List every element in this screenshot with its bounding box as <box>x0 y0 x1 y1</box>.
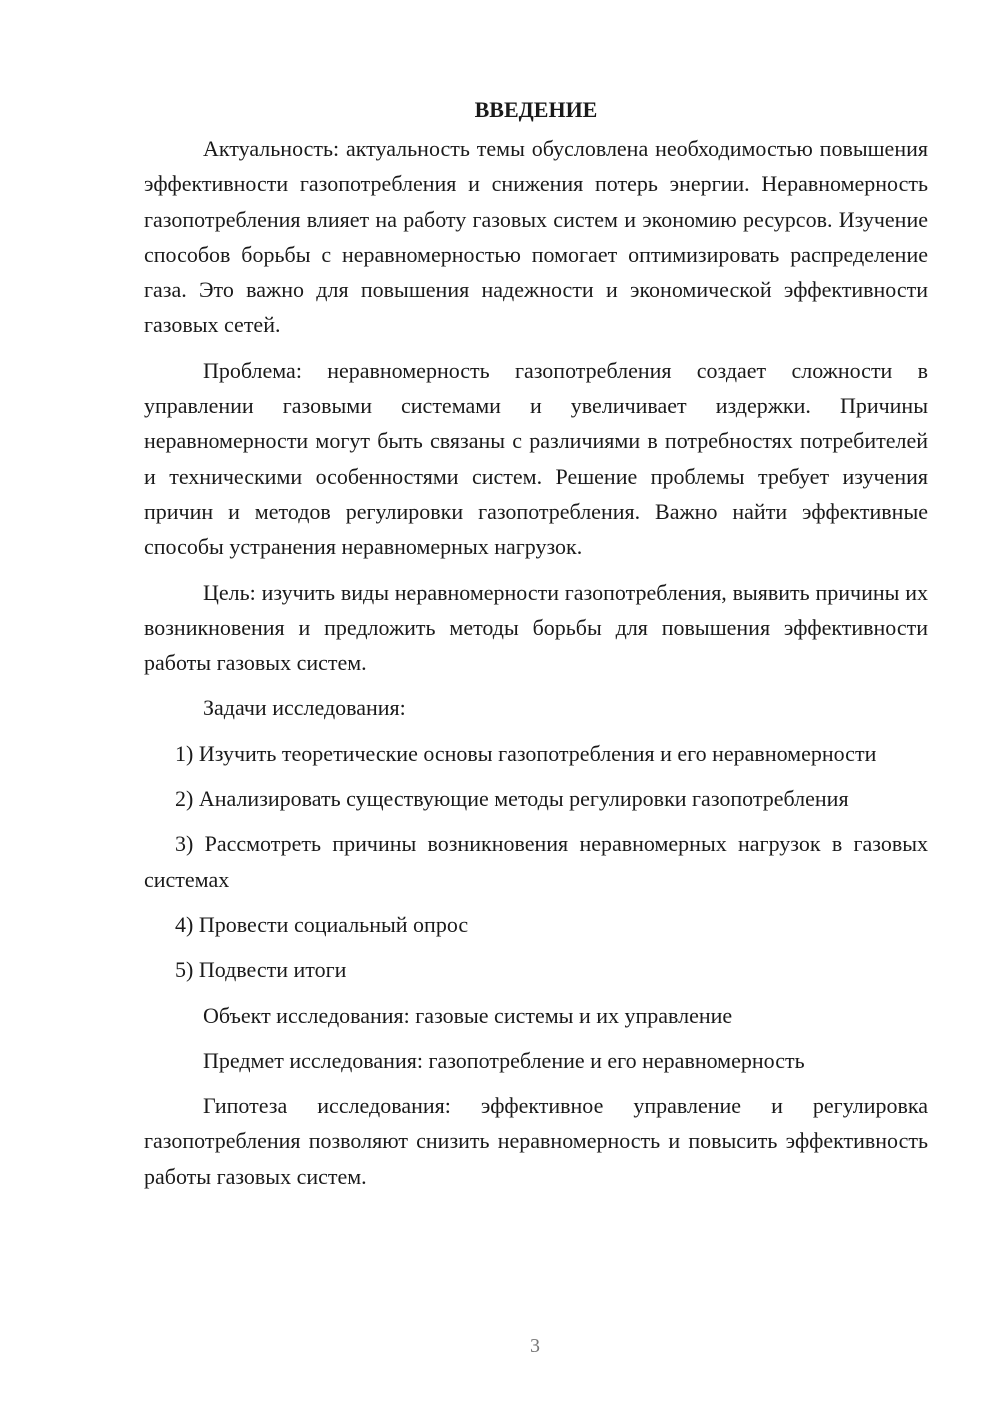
relevance-paragraph: Актуальность: актуальность темы обусловлена необходимостью повышения эффективности газопотребления и снижения потерь энергии. Неравномерность газопотребления влияет на работу газовых систем и экономию ресурсов. Изучение способов борьбы с неравномерностью помогает оптимизировать распределение газа. Это важно для повышения надежности и экономической эффективности газовых сетей. <box>144 136 928 338</box>
task-item: 5) Подвести итоги <box>175 957 347 983</box>
task-item: 1) Изучить теоретические основы газопотребления и его неравномерности <box>175 740 877 766</box>
task-item: 4) Провести социальный опрос <box>175 911 469 937</box>
document-page <box>144 92 928 1204</box>
task-item: 2) Анализировать существующие методы регулировки газопотребления <box>175 786 849 812</box>
goal-paragraph: Цель: изучить виды неравномерности газопотребления, выявить причины их возникновения и предложить методы борьбы для повышения эффективности работы газовых систем. <box>144 579 928 676</box>
problem-paragraph: Проблема: неравномерность газопотребления создает сложности в управлении газовыми системами и увеличивает издержки. Причины неравномерности могут быть связаны с различиями в потребностях потребителей и техническими особенностями систем. Решение проблемы требует изучения причин и методов регулировки газопотребления. Важно найти эффективные способы устранения неравномерных нагрузок. <box>144 357 928 560</box>
research-hypothesis: Гипотеза исследования: эффективное управление и регулировка газопотребления позволяют снизить неравномерность и повысить эффективность работы газовых систем. <box>144 1093 928 1189</box>
research-subject: Предмет исследования: газопотребление и его неравномерность <box>203 1047 805 1073</box>
research-object: Объект исследования: газовые системы и их управление <box>203 1002 733 1028</box>
section-title: ВВЕДЕНИЕ <box>474 97 598 122</box>
tasks-heading: Задачи исследования: <box>203 695 406 721</box>
task-item: 3) Рассмотреть причины возникновения неравномерных нагрузок в газовых системах <box>144 831 928 892</box>
page-number: 3 <box>530 1335 540 1357</box>
